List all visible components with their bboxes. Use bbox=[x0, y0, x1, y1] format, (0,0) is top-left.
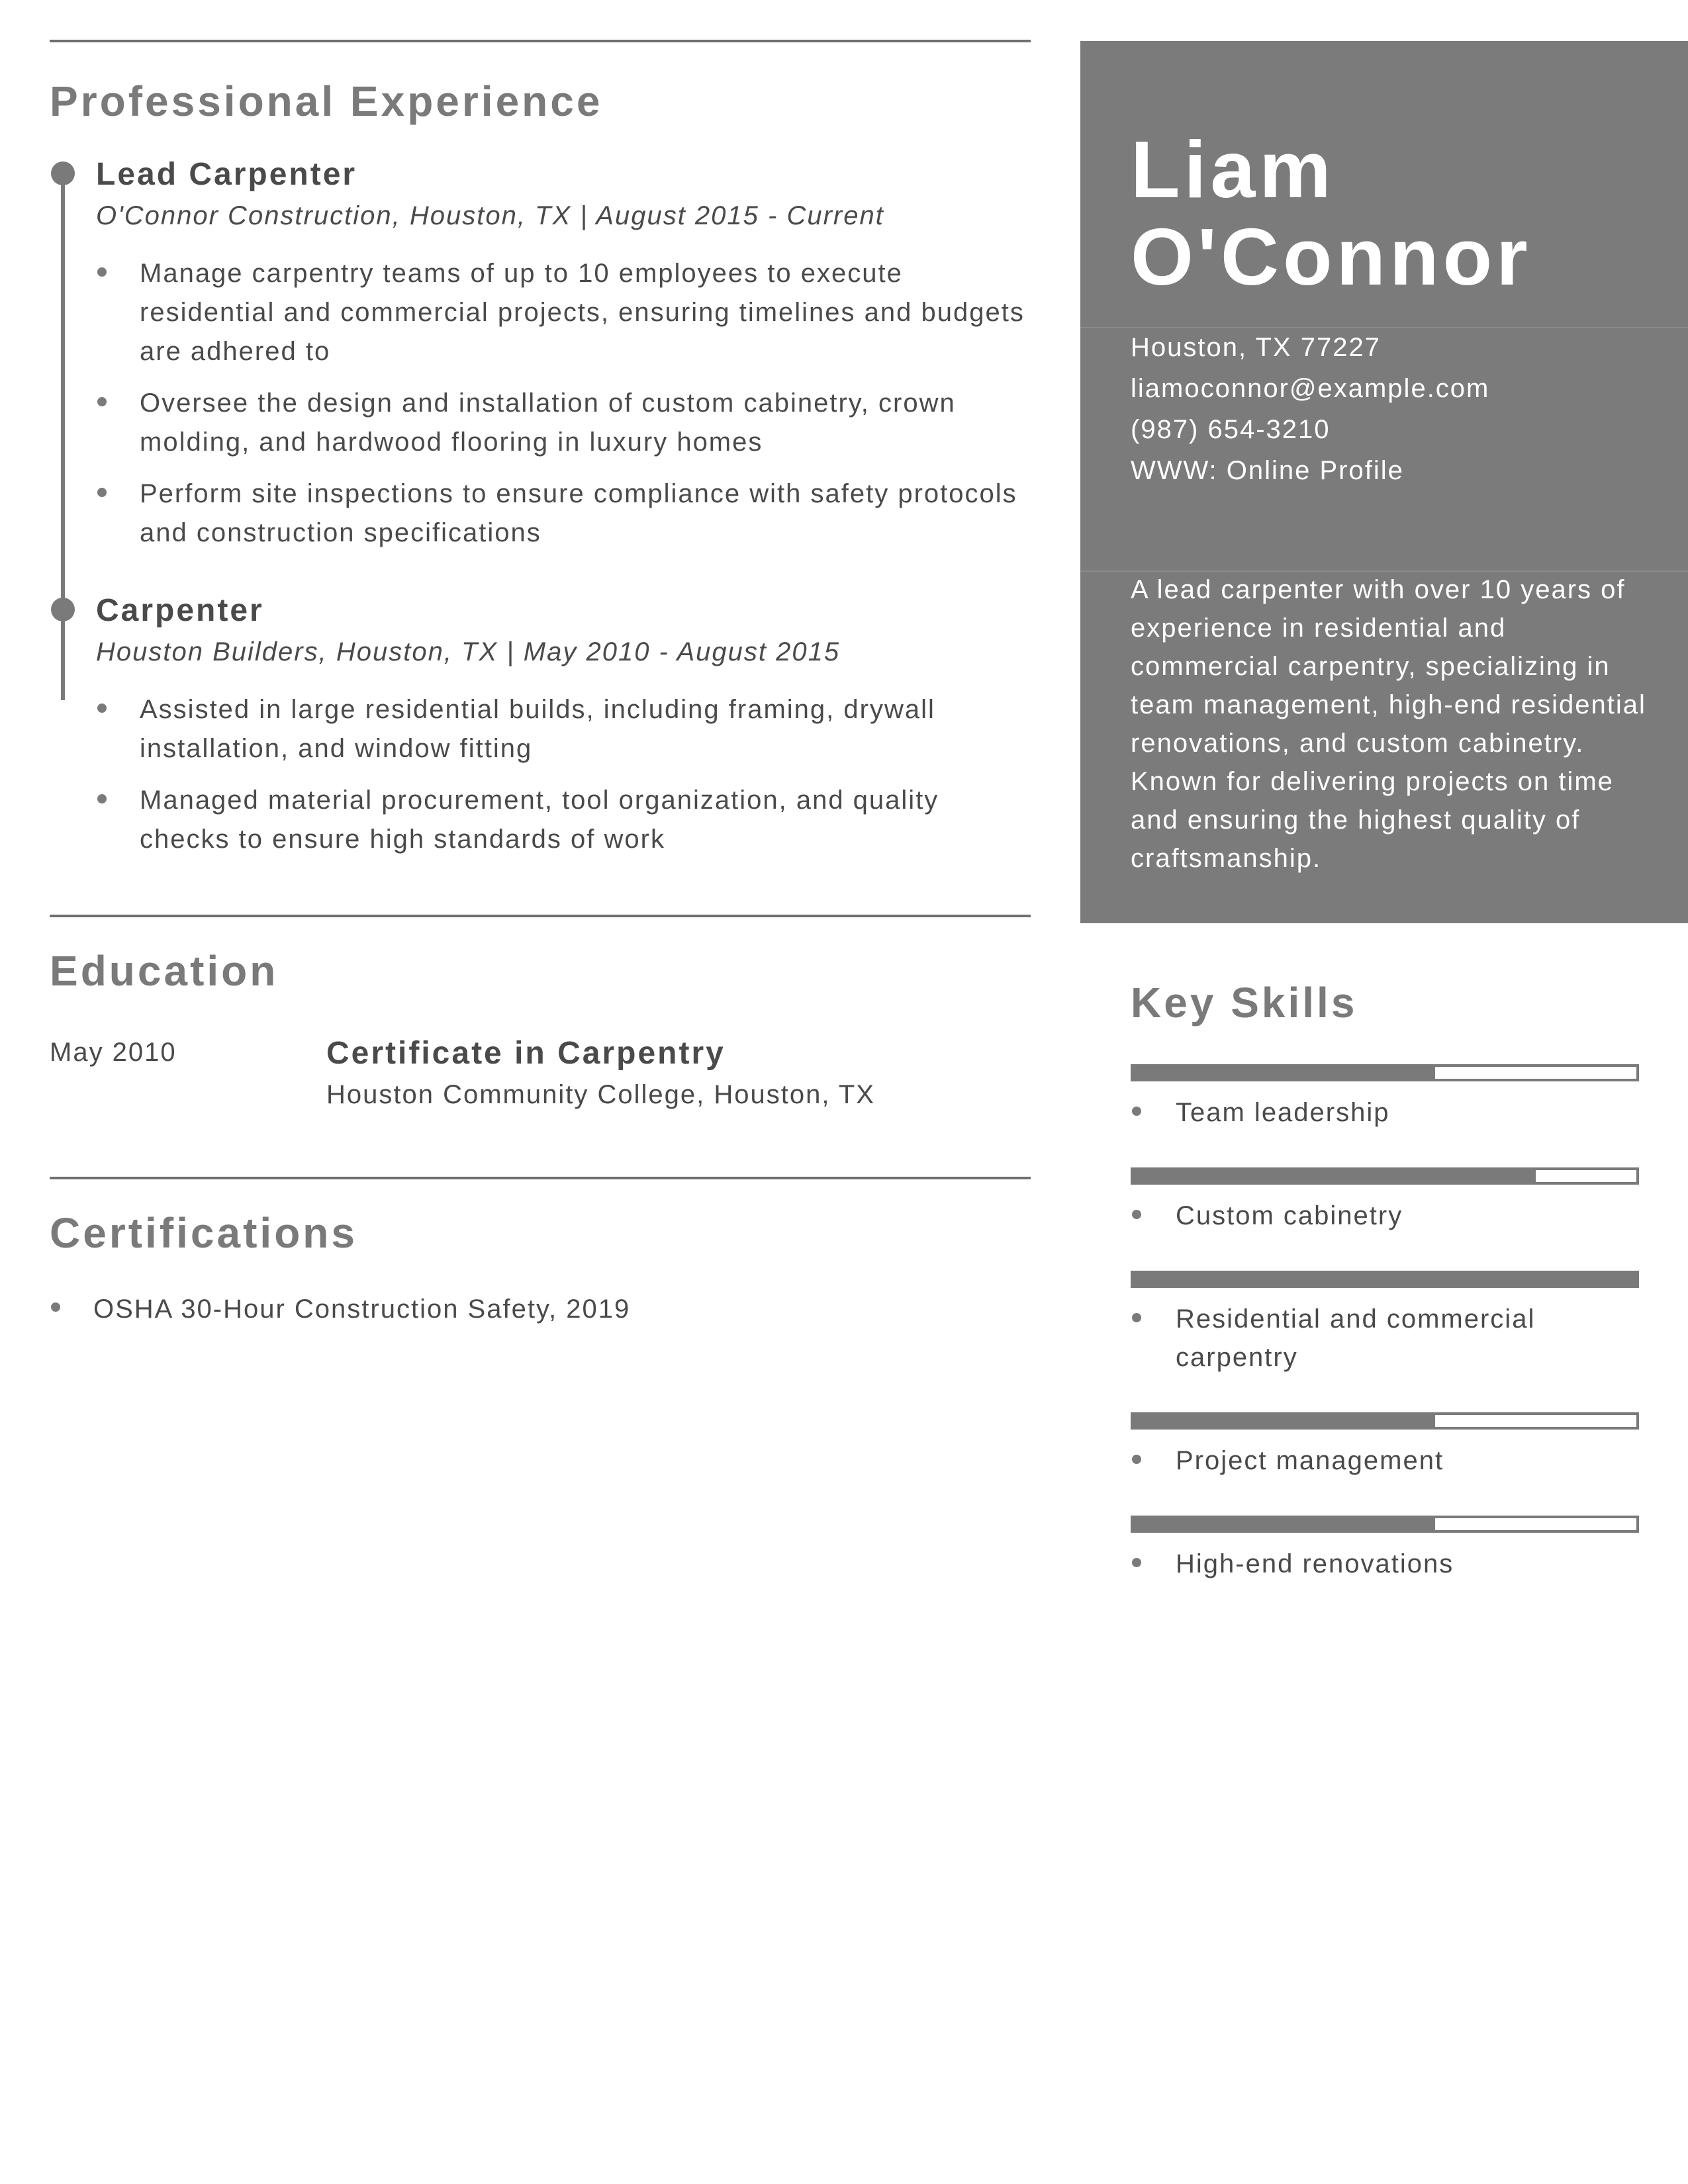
bullet-item bbox=[96, 690, 1031, 768]
skill-label bbox=[1131, 1441, 1639, 1480]
bullet-item bbox=[96, 254, 1031, 371]
skill-level-fill bbox=[1133, 1518, 1435, 1530]
job-entry bbox=[50, 592, 1031, 859]
name-first: Liam bbox=[1131, 124, 1335, 214]
bullet-item bbox=[96, 475, 1031, 553]
skill-item bbox=[1131, 1412, 1639, 1480]
certification-text: OSHA 30-Hour Construction Safety, 2019 bbox=[93, 1295, 631, 1324]
job-bullets bbox=[96, 254, 1031, 553]
timeline-dot-icon bbox=[51, 598, 75, 621]
candidate-name bbox=[1131, 126, 1532, 300]
bullet-icon bbox=[51, 1302, 60, 1312]
bullet-text: Assisted in large residential builds, including framing, drywall installation, and window fitting bbox=[140, 695, 935, 763]
experience-timeline bbox=[50, 156, 1031, 859]
bullet-icon bbox=[97, 794, 107, 803]
education-details bbox=[326, 1035, 875, 1112]
bullet-item bbox=[96, 384, 1031, 462]
job-company-dates: Houston Builders, Houston, TX | May 2010 - August 2015 bbox=[96, 637, 841, 666]
timeline-dot-icon bbox=[51, 161, 75, 185]
skill-item bbox=[1131, 1516, 1639, 1583]
bullet-icon bbox=[97, 267, 107, 277]
job-entry bbox=[50, 156, 1031, 553]
skill-text: Custom cabinetry bbox=[1176, 1201, 1403, 1230]
bullet-item bbox=[96, 781, 1031, 859]
bullet-text: Managed material procurement, tool organization, and quality checks to ensure high standards of work bbox=[140, 786, 939, 854]
contact-address: Houston, TX 77227 bbox=[1131, 333, 1381, 362]
skill-label bbox=[1131, 1300, 1639, 1377]
contact-phone: (987) 654-3210 bbox=[1131, 415, 1331, 444]
bullet-icon bbox=[97, 704, 107, 713]
skill-text: Team leadership bbox=[1176, 1098, 1390, 1127]
skill-level-bar bbox=[1131, 1271, 1639, 1288]
contact-web-link[interactable]: WWW: Online Profile bbox=[1131, 456, 1404, 485]
bullet-text: Perform site inspections to ensure compliance with safety protocols and construction specifications bbox=[140, 479, 1017, 547]
skill-level-bar bbox=[1131, 1064, 1639, 1081]
skill-level-bar bbox=[1131, 1167, 1639, 1185]
header-panel bbox=[1080, 41, 1688, 923]
experience-section bbox=[50, 40, 1031, 859]
job-title: Lead Carpenter bbox=[96, 157, 357, 192]
section-divider bbox=[50, 915, 1031, 917]
contact-info bbox=[1131, 327, 1489, 491]
contact-email[interactable]: liamoconnor@example.com bbox=[1131, 374, 1490, 403]
certification-item bbox=[50, 1291, 1031, 1328]
skill-level-bar bbox=[1131, 1412, 1639, 1430]
skill-text: Residential and commercial carpentry bbox=[1176, 1304, 1536, 1372]
skill-text: High-end renovations bbox=[1176, 1549, 1454, 1578]
bullet-icon bbox=[97, 488, 107, 497]
skill-item bbox=[1131, 1271, 1639, 1377]
skill-level-fill bbox=[1133, 1067, 1435, 1079]
bullet-icon bbox=[1132, 1210, 1141, 1219]
bullet-text: Manage carpentry teams of up to 10 employees to execute residential and commercial projects, ensuring timelines and budgets are adhered to bbox=[140, 259, 1025, 366]
education-heading: Education bbox=[50, 947, 279, 995]
section-divider bbox=[50, 40, 1031, 42]
experience-heading: Professional Experience bbox=[50, 77, 603, 125]
bullet-text: Oversee the design and installation of custom cabinetry, crown molding, and hardwood flooring in luxury homes bbox=[140, 388, 956, 457]
education-degree: Certificate in Carpentry bbox=[326, 1036, 726, 1071]
skill-level-fill bbox=[1133, 1415, 1435, 1427]
skill-level-fill bbox=[1133, 1273, 1636, 1285]
skill-label bbox=[1131, 1197, 1639, 1235]
job-title: Carpenter bbox=[96, 593, 264, 628]
bullet-icon bbox=[1132, 1107, 1141, 1116]
certifications-heading: Certifications bbox=[50, 1209, 357, 1257]
job-bullets bbox=[96, 690, 1031, 859]
skill-label bbox=[1131, 1093, 1639, 1132]
skill-label bbox=[1131, 1545, 1639, 1583]
skill-level-bar bbox=[1131, 1516, 1639, 1533]
skill-text: Project management bbox=[1176, 1446, 1444, 1475]
professional-summary: A lead carpenter with over 10 years of experience in residential and commercial carpentry, specializing in team management, high-end residential renovations, and custom cabinetry. Known for delivering projects on time and ensuring the highest quality of craftsmanship. bbox=[1131, 575, 1646, 873]
education-date: May 2010 bbox=[50, 1038, 177, 1067]
skill-item bbox=[1131, 1167, 1639, 1235]
bullet-icon bbox=[1132, 1455, 1141, 1464]
skill-level-fill bbox=[1133, 1170, 1536, 1182]
certifications-list bbox=[50, 1291, 1031, 1328]
skill-item bbox=[1131, 1064, 1639, 1132]
certifications-section bbox=[50, 1177, 1031, 1328]
bullet-icon bbox=[97, 397, 107, 406]
education-entry bbox=[50, 1035, 1031, 1112]
bullet-icon bbox=[1132, 1313, 1141, 1322]
bullet-icon bbox=[1132, 1558, 1141, 1567]
skills-section bbox=[1131, 978, 1639, 1583]
name-last: O'Connor bbox=[1131, 212, 1532, 302]
left-column bbox=[50, 40, 1031, 1328]
skills-heading: Key Skills bbox=[1131, 979, 1358, 1026]
education-school: Houston Community College, Houston, TX bbox=[326, 1080, 875, 1109]
education-section bbox=[50, 915, 1031, 1112]
job-company-dates: O'Connor Construction, Houston, TX | August 2015 - Current bbox=[96, 201, 884, 230]
section-divider bbox=[50, 1177, 1031, 1179]
skills-list bbox=[1131, 1064, 1639, 1583]
